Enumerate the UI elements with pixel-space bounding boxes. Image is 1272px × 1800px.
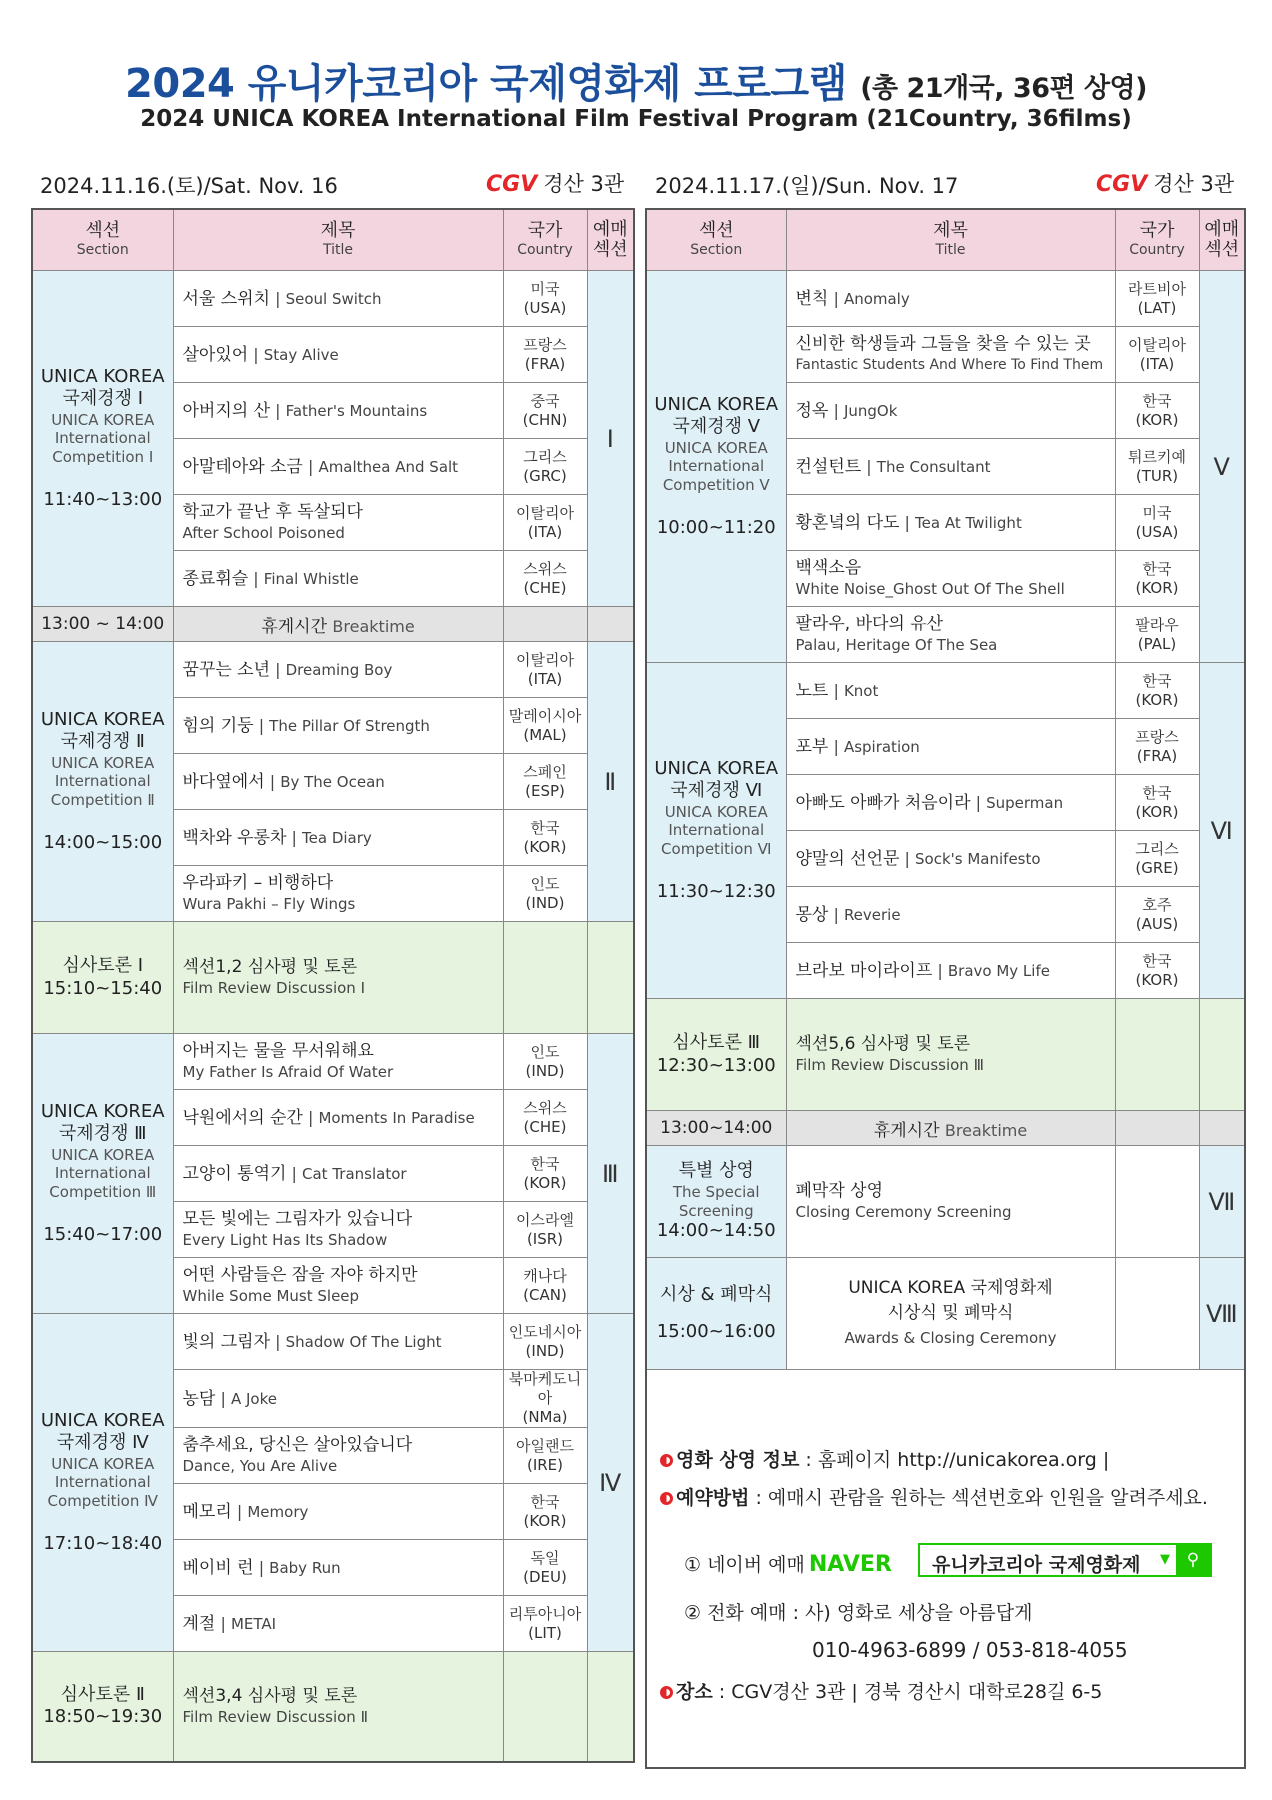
day1-cinema-name: 경산 3관 [543,172,625,196]
film-country: 캐나다 (CAN) [503,1258,587,1314]
film-title: 신비한 학생들과 그들을 찾을 수 있는 곳 Fantastic Students And Where To Find Them [786,327,1115,383]
film-country: 아일랜드 (IRE) [503,1428,587,1484]
review-title: 섹션3,4 심사평 및 토론 Film Review Discussion Ⅱ [173,1652,503,1762]
film-title: 백색소음 White Noise_Ghost Out Of The Shell [786,551,1115,607]
film-country: 북마케도니아 (NMa) [503,1370,587,1428]
section-comp3: UNICA KOREA 국제경쟁 Ⅲ UNICA KOREA International Competition Ⅲ 15:40~17:00 [32,1034,173,1314]
awards-title: UNICA KOREA 국제영화제 시상식 및 폐막식 Awards & Closing Ceremony [786,1258,1115,1370]
booking-section: Ⅰ [587,271,634,607]
dropdown-arrow-icon: ▼ [1160,1552,1170,1567]
film-title: 아버지는 물을 무서워해요 My Father Is Afraid Of Water [173,1034,503,1090]
film-title: 백차와 우롱차 | Tea Diary [173,810,503,866]
film-title: 아버지의 산 | Father's Mountains [173,383,503,439]
section-comp1: UNICA KOREA 국제경쟁 Ⅰ UNICA KOREA International Competition Ⅰ 11:40~13:00 [32,271,173,607]
break-time: 13:00 ~ 14:00 [32,607,173,642]
film-title: 황혼녘의 다도 | Tea At Twilight [786,495,1115,551]
film-country: 프랑스 (FRA) [503,327,587,383]
film-title: 살아있어 | Stay Alive [173,327,503,383]
day2-date: 2024.11.17.(일)/Sun. Nov. 17 [655,174,959,198]
cgv-logo: CGV [486,172,538,197]
bullet-icon [660,1686,673,1699]
film-title: 노트 | Knot [786,663,1115,719]
film-title: 어떤 사람들은 잠을 자야 하지만 While Some Must Sleep [173,1258,503,1314]
screening-url[interactable]: : 홈페이지 http://unicakorea.org | [805,1449,1110,1471]
film-country: 한국 (KOR) [1115,551,1199,607]
col-section: 섹션 Section [32,209,173,271]
film-title: 포부 | Aspiration [786,719,1115,775]
film-title: 아빠도 아빠가 처음이라 | Superman [786,775,1115,831]
section-comp4: UNICA KOREA 국제경쟁 Ⅳ UNICA KOREA International Competition Ⅳ 17:10~18:40 [32,1314,173,1652]
section-comp2: UNICA KOREA 국제경쟁 Ⅱ UNICA KOREA International Competition Ⅱ 14:00~15:00 [32,642,173,922]
break-time: 13:00~14:00 [646,1111,786,1146]
film-country: 인도 (IND) [503,866,587,922]
film-title: 춤추세요, 당신은 살아있습니다 Dance, You Are Alive [173,1428,503,1484]
film-country: 이스라엘 (ISR) [503,1202,587,1258]
film-country: 라트비아 (LAT) [1115,271,1199,327]
col-booking: 예매 섹션 [587,209,634,271]
search-icon[interactable]: ⚲ [1176,1545,1210,1575]
section-review3: 심사토론 Ⅲ 12:30~13:00 [646,999,786,1111]
film-country: 한국 (KOR) [503,810,587,866]
film-country: 이탈리아 (ITA) [503,495,587,551]
section-comp6: UNICA KOREA 국제경쟁 Ⅵ UNICA KOREA International Competition Ⅵ 11:30~12:30 [646,663,786,999]
col-booking: 예매 섹션 [1199,209,1245,271]
film-country: 프랑스 (FRA) [1115,719,1199,775]
film-title: 팔라우, 바다의 유산 Palau, Heritage Of The Sea [786,607,1115,663]
film-country: 한국 (KOR) [1115,943,1199,999]
film-title: 계절 | METAI [173,1596,503,1652]
col-title: 제목 Title [173,209,503,271]
break-label: 휴게시간 Breaktime [173,607,503,642]
film-title: 종료휘슬 | Final Whistle [173,551,503,607]
film-country: 미국 (USA) [1115,495,1199,551]
film-title: 학교가 끝난 후 독살되다 After School Poisoned [173,495,503,551]
naver-logo: NAVER [808,1552,892,1577]
film-title: 고양이 통역기 | Cat Translator [173,1146,503,1202]
film-country: 중국 (CHN) [503,383,587,439]
booking-section: Ⅷ [1199,1258,1245,1370]
film-country: 독일 (DEU) [503,1540,587,1596]
col-country: 국가 Country [1115,209,1199,271]
naver-search-query: 유니카코리아 국제영화제 [932,1554,1141,1576]
section-special: 특별 상영 The Special Screening 14:00~14:50 [646,1146,786,1258]
bullet-icon [660,1492,673,1505]
film-country: 스위스 (CHE) [503,551,587,607]
film-country: 한국 (KOR) [503,1484,587,1540]
film-country: 리투아니아 (LIT) [503,1596,587,1652]
film-country: 그리스 (GRC) [503,439,587,495]
film-country: 한국 (KOR) [1115,663,1199,719]
film-country: 인도네시아 (IND) [503,1314,587,1370]
info-booking: 예약방법 : 예매시 관람을 원하는 섹션번호와 인원을 알려주세요. [660,1483,1250,1510]
film-title: 브라보 마이라이프 | Bravo My Life [786,943,1115,999]
day1-date: 2024.11.16.(토)/Sat. Nov. 16 [40,174,338,198]
day2-schedule-table [645,208,1246,1769]
section-awards: 시상 & 폐막식 15:00~16:00 [646,1258,786,1370]
naver-booking: ① 네이버 예매 NAVER [684,1552,892,1577]
film-title: 바다옆에서 | By The Ocean [173,754,503,810]
review-title: 섹션5,6 심사평 및 토론 Film Review Discussion Ⅲ [786,999,1115,1111]
film-title: 몽상 | Reverie [786,887,1115,943]
bullet-icon [660,1454,673,1467]
film-country: 호주 (AUS) [1115,887,1199,943]
section-review1: 심사토론 Ⅰ 15:10~15:40 [32,922,173,1034]
film-title: 양말의 선언문 | Sock's Manifesto [786,831,1115,887]
film-title: 베이비 런 | Baby Run [173,1540,503,1596]
page-title-en: 2024 UNICA KOREA International Film Festival Program (21Country, 36films) [140,106,1132,132]
film-title: 힘의 기둥 | The Pillar Of Strength [173,698,503,754]
phone-booking: ② 전화 예매 : 사) 영화로 세상을 아름답게 [684,1602,1033,1624]
film-country: 한국 (KOR) [503,1146,587,1202]
film-country: 이탈리아 (ITA) [503,642,587,698]
booking-section: Ⅲ [587,1034,634,1314]
film-country: 인도 (IND) [503,1034,587,1090]
film-title: 정옥 | JungOk [786,383,1115,439]
booking-section: Ⅶ [1199,1146,1245,1258]
film-country: 그리스 (GRE) [1115,831,1199,887]
day1-cinema [486,168,624,198]
phone-numbers: 010-4963-6899 / 053-818-4055 [812,1638,1128,1662]
film-country: 스페인 (ESP) [503,754,587,810]
film-country: 한국 (KOR) [1115,383,1199,439]
film-title: 서울 스위치 | Seoul Switch [173,271,503,327]
break-label: 휴게시간 Breaktime [786,1111,1115,1146]
film-title: 변칙 | Anomaly [786,271,1115,327]
section-review2: 심사토론 Ⅱ 18:50~19:30 [32,1652,173,1762]
film-country: 말레이시아 (MAL) [503,698,587,754]
film-country: 튀르키예 (TUR) [1115,439,1199,495]
film-title: 농담 | A Joke [173,1370,503,1428]
booking-section: Ⅳ [587,1314,634,1652]
title-sub: (총 21개국, 36편 상영) [860,73,1147,104]
film-title: 우라파키 – 비행하다 Wura Pakhi – Fly Wings [173,866,503,922]
info-venue: 장소 : CGV경산 3관 | 경북 경산시 대학로28길 6-5 [660,1677,1250,1704]
col-country: 국가 Country [503,209,587,271]
special-title: 폐막작 상영 Closing Ceremony Screening [786,1146,1115,1258]
info-screening: 영화 상영 정보 : 홈페이지 http://unicakorea.org | [660,1445,1250,1472]
booking-section: Ⅵ [1199,663,1245,999]
film-title: 낙원에서의 순간 | Moments In Paradise [173,1090,503,1146]
review-title: 섹션1,2 심사평 및 토론 Film Review Discussion Ⅰ [173,922,503,1034]
title-ko: 2024 유니카코리아 국제영화제 프로그램 [125,61,847,107]
day2-cinema [1096,168,1234,198]
film-title: 메모리 | Memory [173,1484,503,1540]
naver-search-box[interactable] [918,1543,1212,1577]
film-country: 이탈리아 (ITA) [1115,327,1199,383]
film-country: 스위스 (CHE) [503,1090,587,1146]
day1-schedule-table [31,208,635,1763]
day2-cinema-name: 경산 3관 [1153,172,1235,196]
film-title: 꿈꾸는 소년 | Dreaming Boy [173,642,503,698]
page-title [0,52,1272,109]
booking-section: Ⅱ [587,642,634,922]
film-title: 컨설턴트 | The Consultant [786,439,1115,495]
cgv-logo: CGV [1096,172,1148,197]
col-section: 섹션 Section [646,209,786,271]
col-title: 제목 Title [786,209,1115,271]
film-country: 미국 (USA) [503,271,587,327]
film-country: 한국 (KOR) [1115,775,1199,831]
booking-section: Ⅴ [1199,271,1245,663]
film-title: 빛의 그림자 | Shadow Of The Light [173,1314,503,1370]
film-country: 팔라우 (PAL) [1115,607,1199,663]
section-comp5: UNICA KOREA 국제경쟁 Ⅴ UNICA KOREA International Competition Ⅴ 10:00~11:20 [646,271,786,663]
film-title: 아말테아와 소금 | Amalthea And Salt [173,439,503,495]
film-title: 모든 빛에는 그림자가 있습니다 Every Light Has Its Shadow [173,1202,503,1258]
